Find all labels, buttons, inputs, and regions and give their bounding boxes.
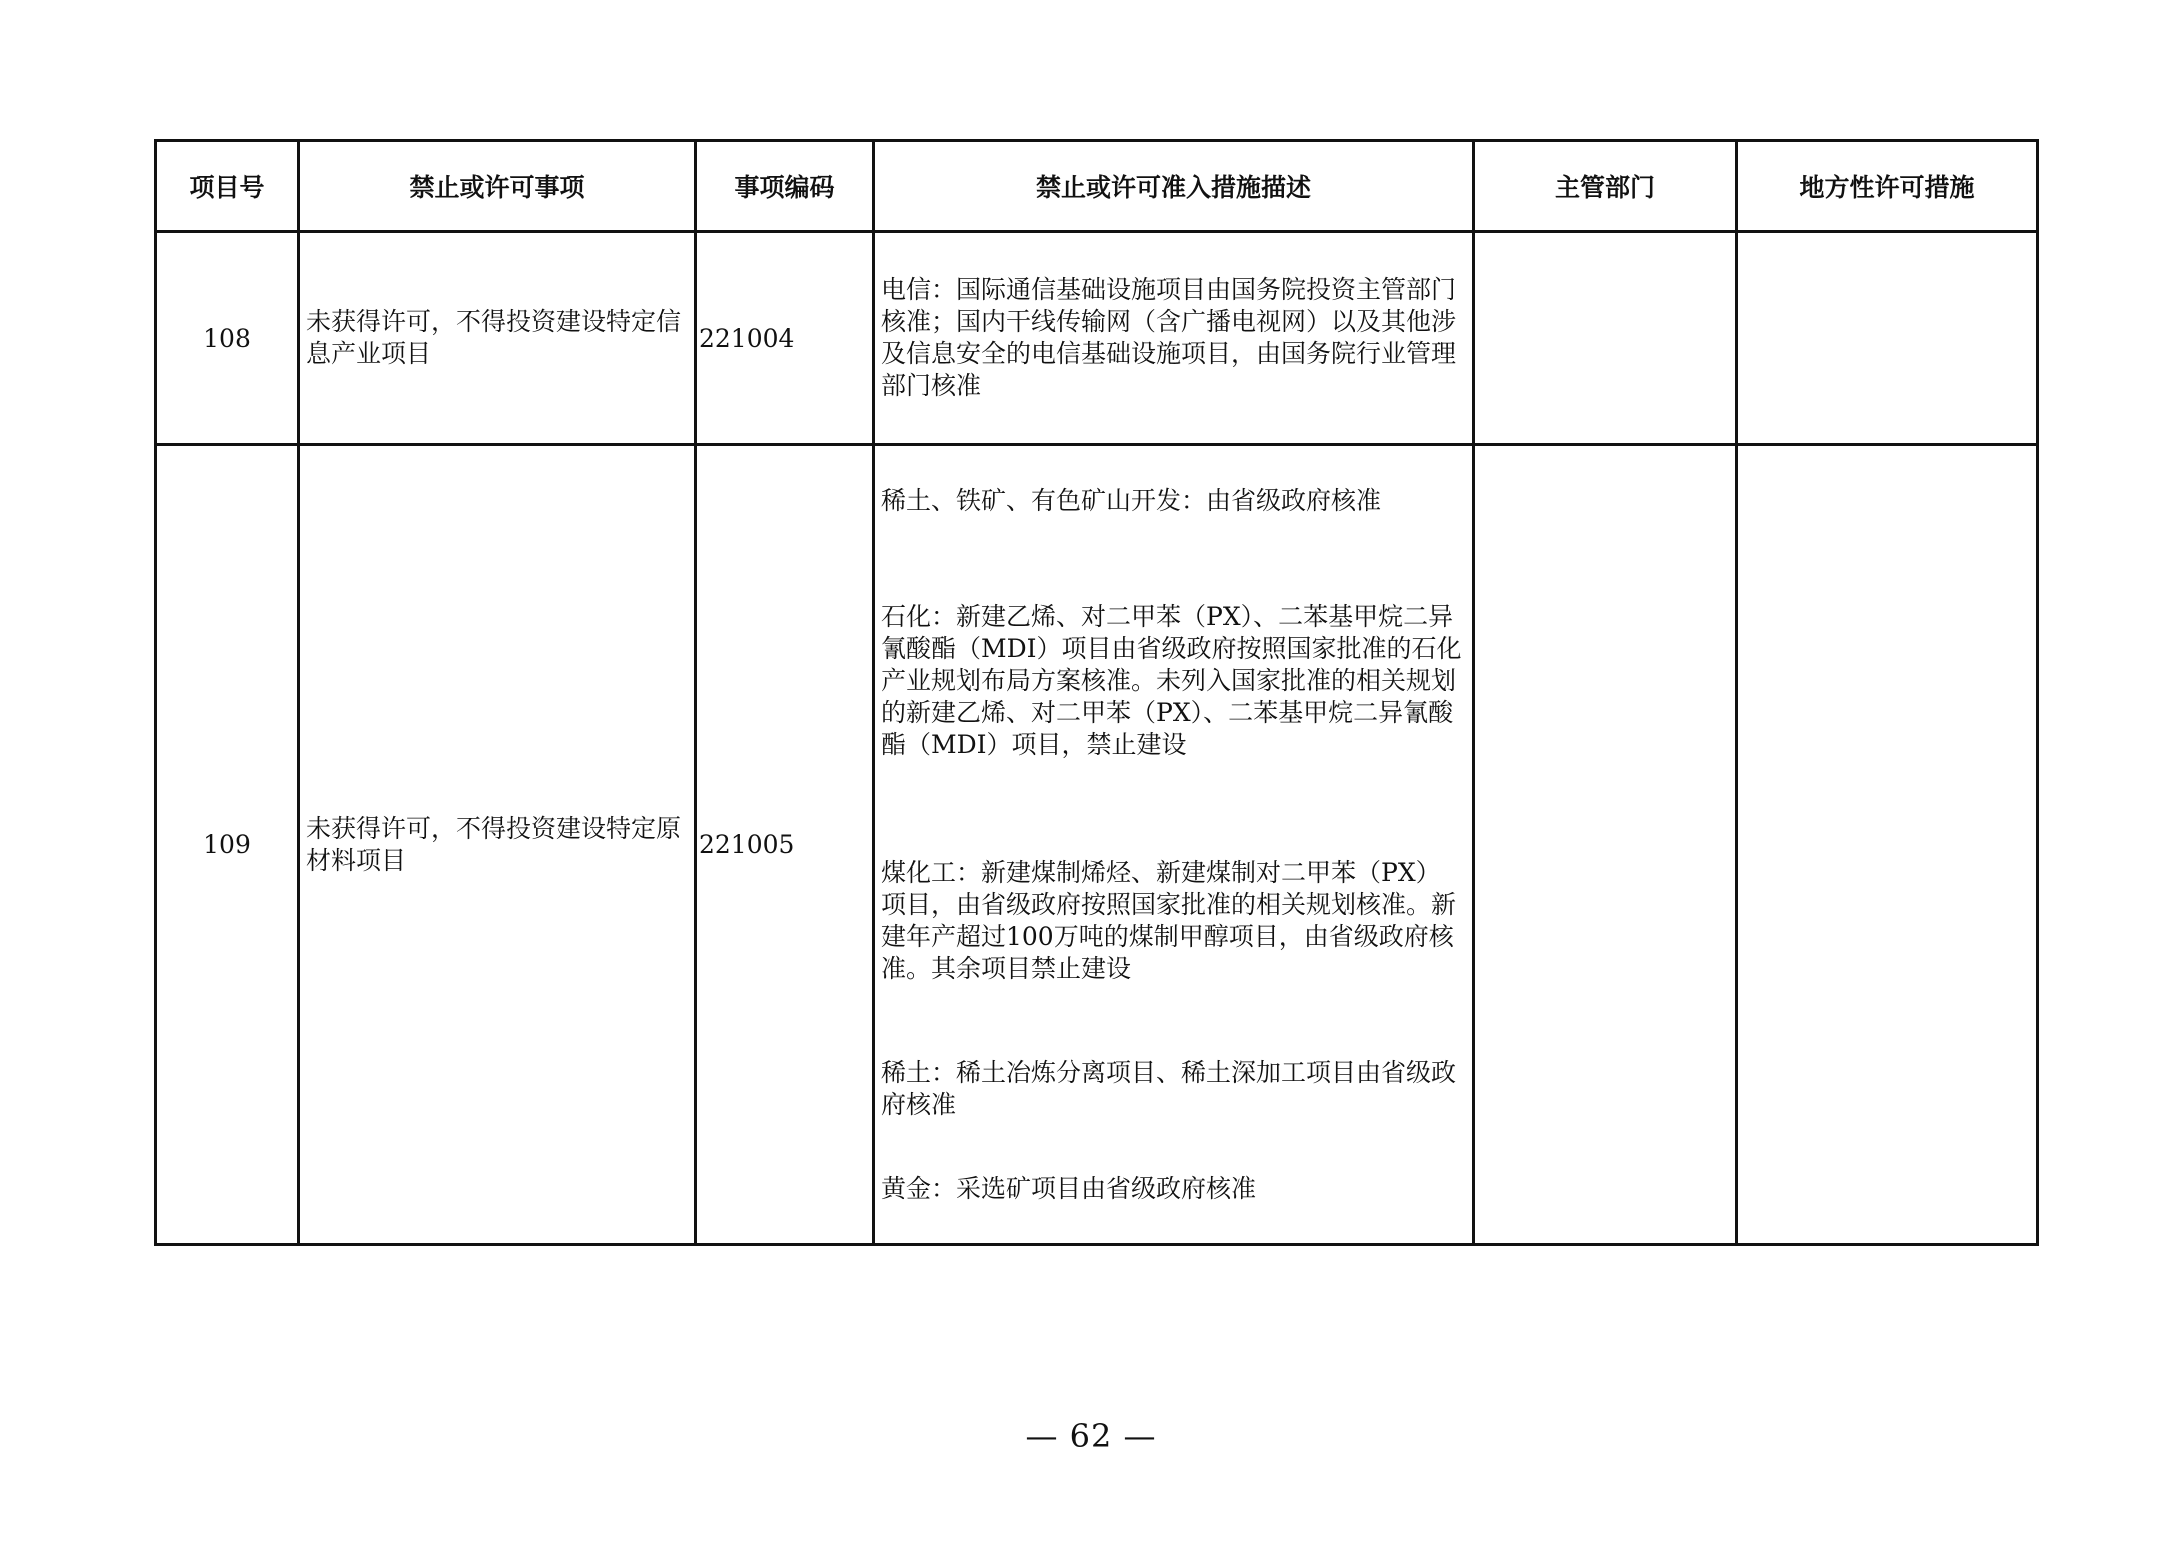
header-department: 主管部门 bbox=[1474, 141, 1737, 232]
description-paragraph: 石化：新建乙烯、对二甲苯（PX）、二苯基甲烷二异氰酸酯（MDI）项目由省级政府按照国家批准的石化产业规划布局方案核准。未列入国家批准的相关规划的新建乙烯、对二甲苯（PX）、二苯基甲烷二异氰酸酯（MDI）项目，禁止建设 bbox=[881, 602, 1462, 759]
item-code: 221004 bbox=[696, 232, 874, 445]
item-text: 未获得许可，不得投资建设特定信息产业项目 bbox=[299, 232, 696, 445]
page-number: — 62 — bbox=[1025, 1417, 1157, 1455]
header-description: 禁止或许可准入措施描述 bbox=[874, 141, 1474, 232]
description-cell bbox=[874, 445, 1474, 1245]
description-paragraph: 黄金：采选矿项目由省级政府核准 bbox=[881, 1174, 1257, 1203]
header-local-measure: 地方性许可措施 bbox=[1737, 141, 2038, 232]
description-stack bbox=[881, 446, 1464, 1243]
header-item-number: 项目号 bbox=[156, 141, 299, 232]
description-cell bbox=[874, 232, 1474, 445]
item-number: 108 bbox=[156, 232, 299, 445]
header-code: 事项编码 bbox=[696, 141, 874, 232]
table-row bbox=[156, 232, 2038, 445]
table-header-row bbox=[156, 141, 2038, 232]
local-measure-cell bbox=[1737, 232, 2038, 445]
item-number: 109 bbox=[156, 445, 299, 1245]
department-cell bbox=[1474, 232, 1737, 445]
item-text: 未获得许可，不得投资建设特定原材料项目 bbox=[299, 445, 696, 1245]
department-cell bbox=[1474, 445, 1737, 1245]
description-paragraph: 煤化工：新建煤制烯烃、新建煤制对二甲苯（PX）项目，由省级政府按照国家批准的相关规划核准。新建年产超过100万吨的煤制甲醇项目，由省级政府核准。其余项目禁止建设 bbox=[881, 858, 1457, 983]
local-measure-cell bbox=[1737, 445, 2038, 1245]
header-item: 禁止或许可事项 bbox=[299, 141, 696, 232]
description-paragraph: 稀土、铁矿、有色矿山开发：由省级政府核准 bbox=[881, 486, 1382, 515]
description-paragraph: 电信：国际通信基础设施项目由国务院投资主管部门核准；国内干线传输网（含广播电视网）以及其他涉及信息安全的电信基础设施项目，由国务院行业管理部门核准 bbox=[881, 275, 1457, 400]
table-row bbox=[156, 445, 2038, 1245]
item-code: 221005 bbox=[696, 445, 874, 1245]
description-paragraph: 稀土：稀土冶炼分离项目、稀土深加工项目由省级政府核准 bbox=[881, 1058, 1457, 1119]
permit-table bbox=[154, 139, 2039, 1246]
